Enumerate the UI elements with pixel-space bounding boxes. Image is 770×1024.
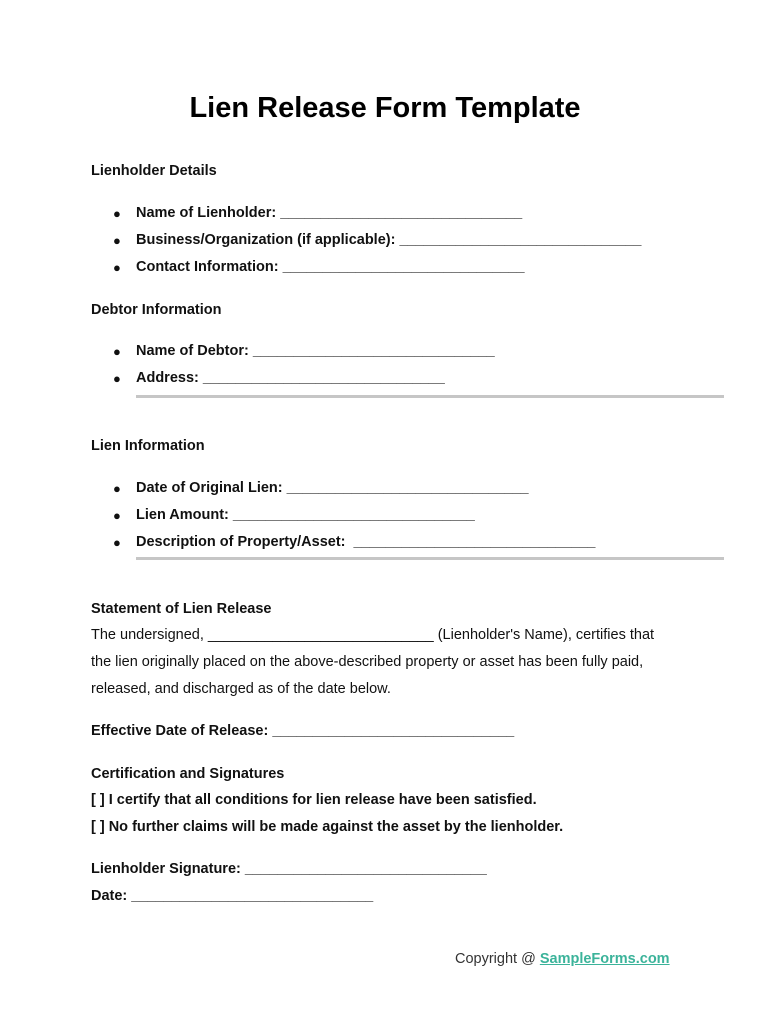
list-item: [91, 200, 641, 227]
bullet-icon: ●: [113, 344, 121, 359]
lien-information-list: [91, 475, 595, 556]
lienholder-details-heading: Lienholder Details: [91, 163, 217, 179]
bullet-icon: ●: [113, 233, 121, 248]
sampleforms-link[interactable]: SampleForms.com: [539, 951, 670, 967]
statement-line: the lien originally placed on the above-described property or asset has been fully paid,: [91, 654, 644, 670]
list-item: [91, 338, 495, 365]
list-item: [91, 475, 595, 502]
list-item: [91, 502, 595, 529]
signature-date-field: Date: ______________________________: [91, 888, 374, 904]
list-item: [91, 529, 595, 556]
copyright-footer: [455, 951, 670, 967]
debtor-information-heading: Debtor Information: [91, 302, 222, 318]
list-item: [91, 365, 495, 392]
bullet-icon: ●: [113, 508, 121, 523]
original-lien-date-field: Date of Original Lien: ______________________________: [136, 480, 529, 496]
bullet-icon: ●: [113, 481, 121, 496]
bullet-icon: ●: [113, 535, 121, 550]
debtor-name-field: Name of Debtor: ______________________________: [136, 343, 495, 359]
list-item: [91, 254, 641, 281]
copyright-text: Copyright @: [455, 951, 540, 967]
lien-information-heading: Lien Information: [91, 438, 205, 454]
business-organization-field: Business/Organization (if applicable): ______________________________: [136, 232, 642, 248]
certification-heading: Certification and Signatures: [91, 766, 285, 782]
contact-information-field: Contact Information: ______________________________: [136, 259, 525, 275]
lienholder-name-field: Name of Lienholder: ______________________________: [136, 205, 523, 221]
divider-line: [136, 557, 724, 560]
lien-amount-field: Lien Amount: ______________________________: [136, 507, 475, 523]
divider-line: [136, 395, 724, 398]
list-item: [91, 227, 641, 254]
bullet-icon: ●: [113, 260, 121, 275]
statement-paragraph: [91, 622, 691, 703]
lienholder-signature-field: Lienholder Signature: ______________________________: [91, 861, 487, 877]
document-title: Lien Release Form Template: [189, 92, 581, 124]
statement-line: The undersigned, ____________________________ (Lienholder's Name), certifies that: [91, 627, 655, 643]
statement-heading: Statement of Lien Release: [91, 601, 272, 617]
bullet-icon: ●: [113, 206, 121, 221]
certify-conditions-checkbox: [ ] I certify that all conditions for lien release have been satisfied.: [91, 792, 537, 808]
lienholder-details-list: [91, 200, 641, 281]
effective-date-field: Effective Date of Release: ______________________________: [91, 723, 515, 739]
no-further-claims-checkbox: [ ] No further claims will be made against the asset by the lienholder.: [91, 819, 564, 835]
address-field: Address: ______________________________: [136, 370, 445, 386]
bullet-icon: ●: [113, 371, 121, 386]
debtor-information-list: [91, 338, 495, 392]
property-description-field: Description of Property/Asset: ______________________________: [136, 534, 596, 550]
statement-line: released, and discharged as of the date below.: [91, 681, 391, 697]
